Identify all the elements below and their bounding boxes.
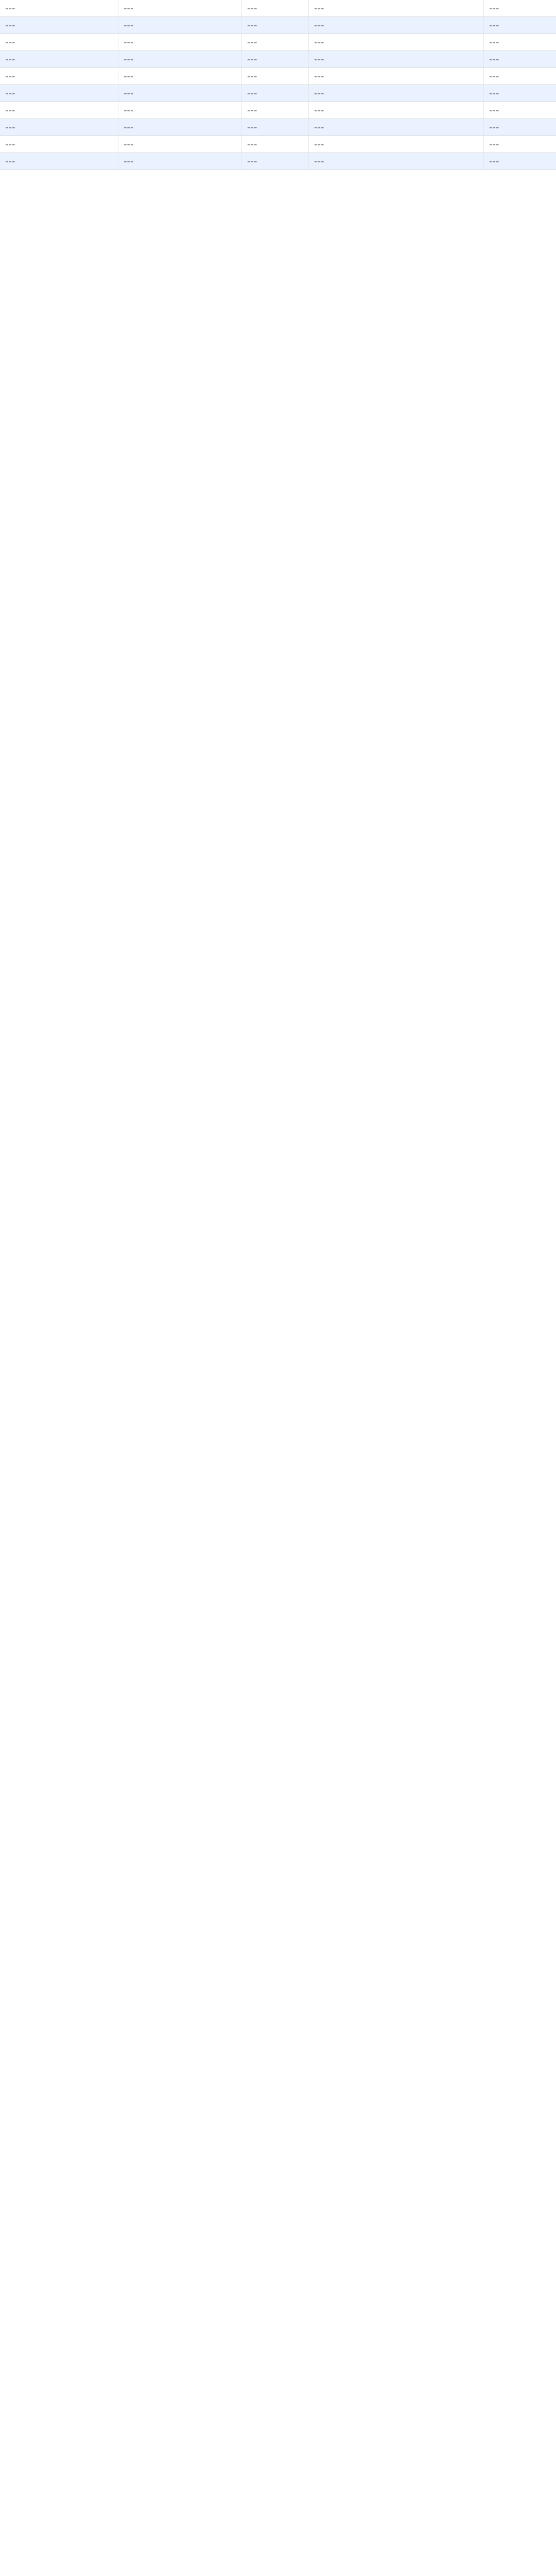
cell-col-1: --- bbox=[0, 34, 118, 50]
table-row bbox=[0, 68, 556, 85]
cell-col-2: --- bbox=[118, 119, 242, 135]
cell-col-5: --- bbox=[489, 156, 499, 167]
cell-col-4: --- bbox=[309, 153, 484, 170]
cell-col-2: --- bbox=[118, 34, 242, 50]
cell-col-5: --- bbox=[489, 37, 499, 48]
cell-col-2: --- bbox=[118, 153, 242, 170]
table-row bbox=[0, 102, 556, 119]
cell-col-1: --- bbox=[0, 17, 118, 33]
cell-col-1: --- bbox=[0, 119, 118, 135]
cell-col-2: --- bbox=[118, 17, 242, 33]
table-row bbox=[0, 136, 556, 153]
cell-col-5: --- bbox=[489, 71, 499, 82]
cell-col-2: --- bbox=[118, 51, 242, 67]
cell-col-4: --- bbox=[309, 17, 484, 33]
cell-col-4: --- bbox=[309, 0, 484, 16]
cell-col-3: --- bbox=[242, 68, 309, 84]
cell-col-5: --- bbox=[489, 105, 499, 116]
cell-col-3: --- bbox=[242, 0, 309, 16]
cell-col-4: --- bbox=[309, 102, 484, 118]
cell-col-5: --- bbox=[489, 54, 499, 65]
cell-col-3: --- bbox=[242, 51, 309, 67]
cell-col-2: --- bbox=[118, 68, 242, 84]
cell-col-2: --- bbox=[118, 102, 242, 118]
cell-col-1: --- bbox=[0, 153, 118, 170]
cell-col-1: --- bbox=[0, 0, 118, 16]
cell-col-5: --- bbox=[489, 3, 499, 14]
cell-col-2: --- bbox=[118, 0, 242, 16]
table-row bbox=[0, 85, 556, 102]
cell-col-5: --- bbox=[489, 139, 499, 150]
cell-col-1: --- bbox=[0, 51, 118, 67]
cell-col-3: --- bbox=[242, 136, 309, 152]
table-row bbox=[0, 34, 556, 51]
cell-col-4: --- bbox=[309, 85, 484, 101]
cell-col-4: --- bbox=[309, 51, 484, 67]
cell-col-1: --- bbox=[0, 136, 118, 152]
cell-col-1: --- bbox=[0, 68, 118, 84]
table-row bbox=[0, 153, 556, 170]
cell-col-3: --- bbox=[242, 119, 309, 135]
cell-col-3: --- bbox=[242, 102, 309, 118]
cell-col-4: --- bbox=[309, 119, 484, 135]
cell-col-5: --- bbox=[489, 20, 499, 31]
cell-col-3: --- bbox=[242, 153, 309, 170]
cell-col-4: --- bbox=[309, 136, 484, 152]
cell-col-1: --- bbox=[0, 102, 118, 118]
table-row bbox=[0, 119, 556, 136]
cell-col-3: --- bbox=[242, 85, 309, 101]
cell-col-4: --- bbox=[309, 68, 484, 84]
cell-col-3: --- bbox=[242, 34, 309, 50]
table-row bbox=[0, 0, 556, 17]
table-row bbox=[0, 17, 556, 34]
table-row bbox=[0, 51, 556, 68]
cell-col-5: --- bbox=[489, 88, 499, 99]
cell-col-4: --- bbox=[309, 34, 484, 50]
cell-col-2: --- bbox=[118, 136, 242, 152]
cell-col-3: --- bbox=[242, 17, 309, 33]
cell-col-5: --- bbox=[489, 122, 499, 133]
cell-col-2: --- bbox=[118, 85, 242, 101]
cell-col-1: --- bbox=[0, 85, 118, 101]
